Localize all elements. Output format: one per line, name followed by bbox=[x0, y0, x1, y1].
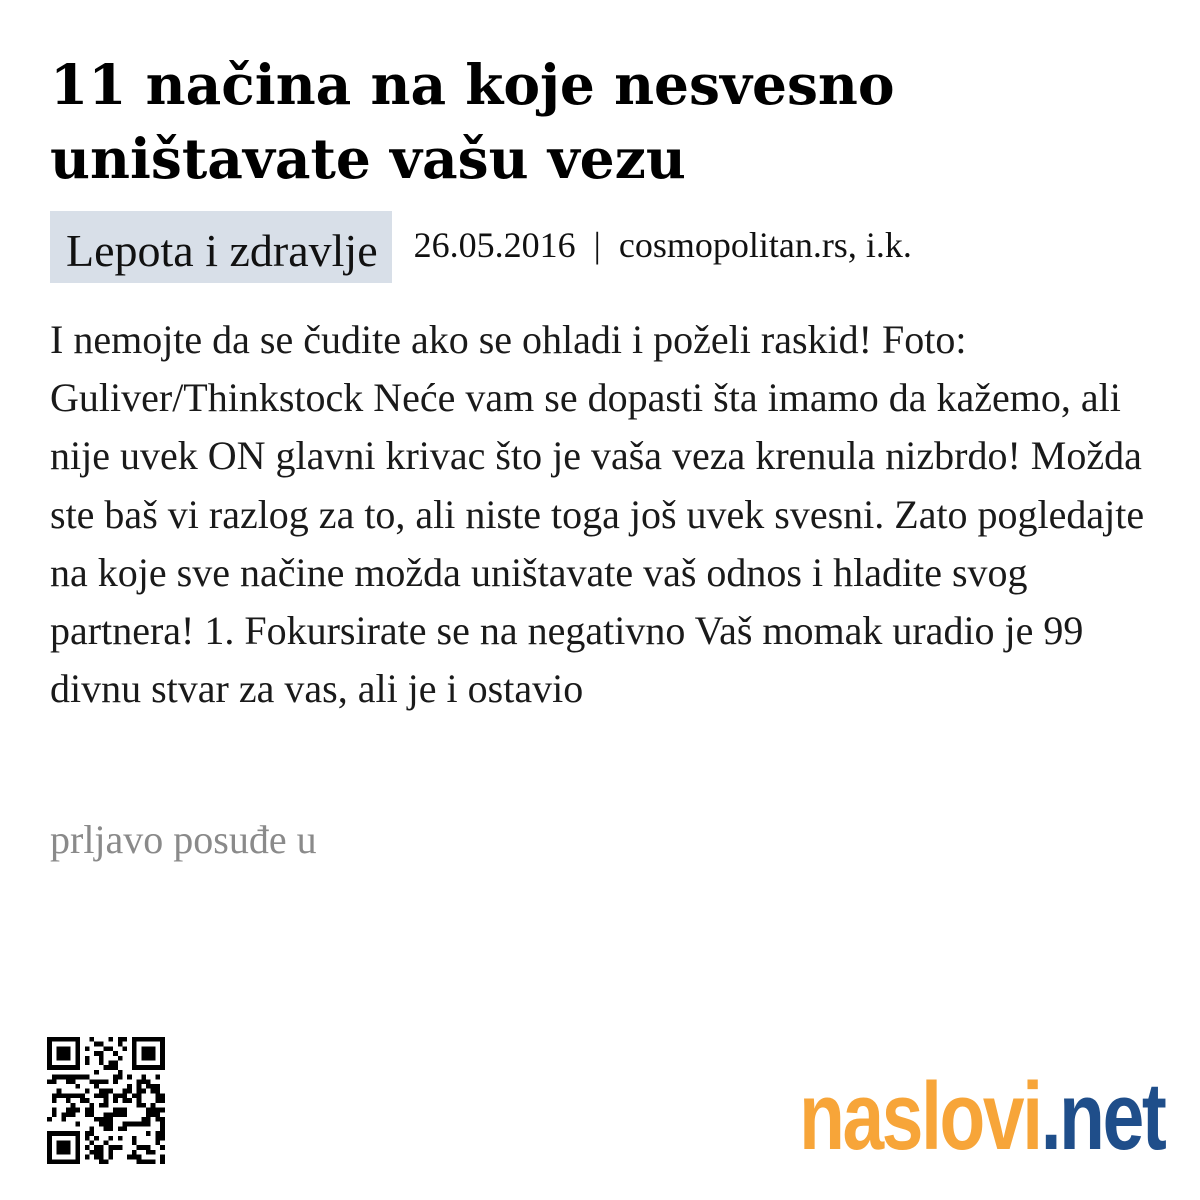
qr-code-icon[interactable] bbox=[47, 1037, 165, 1164]
logo-net: .net bbox=[1040, 1063, 1164, 1170]
category-tag[interactable]: Lepota i zdravlje bbox=[50, 211, 392, 283]
site-logo[interactable] bbox=[799, 1062, 1164, 1172]
article-date: 26.05.2016 bbox=[413, 225, 576, 265]
meta-info bbox=[414, 225, 912, 265]
article-source: cosmopolitan.rs, i.k. bbox=[618, 225, 912, 265]
article-body-faded: prljavo posuđe u bbox=[50, 817, 317, 862]
article-title: 11 načina na koje nesvesno uništavate vašu vezu bbox=[50, 52, 895, 191]
meta-separator: | bbox=[593, 225, 601, 265]
logo-naslovi: naslovi bbox=[798, 1063, 1041, 1170]
article-meta bbox=[50, 211, 912, 283]
article-body: I nemojte da se čudite ako se ohladi i poželi raskid! Foto: Guliver/Thinkstock Neće vam se dopasti šta imamo da kažemo, ali nije uvek ON glavni krivac što je vaša veza krenula nizbrdo! Možda ste baš vi razlog za to, ali niste toga još uvek svesni. Zato pogledajte na koje sve načine možda uništavate vaš odnos i hladite svog partnera! 1. Fokursirate se na negativno Vaš momak uradio je 99 divnu stvar za vas, ali je i ostavio bbox=[50, 317, 1145, 712]
